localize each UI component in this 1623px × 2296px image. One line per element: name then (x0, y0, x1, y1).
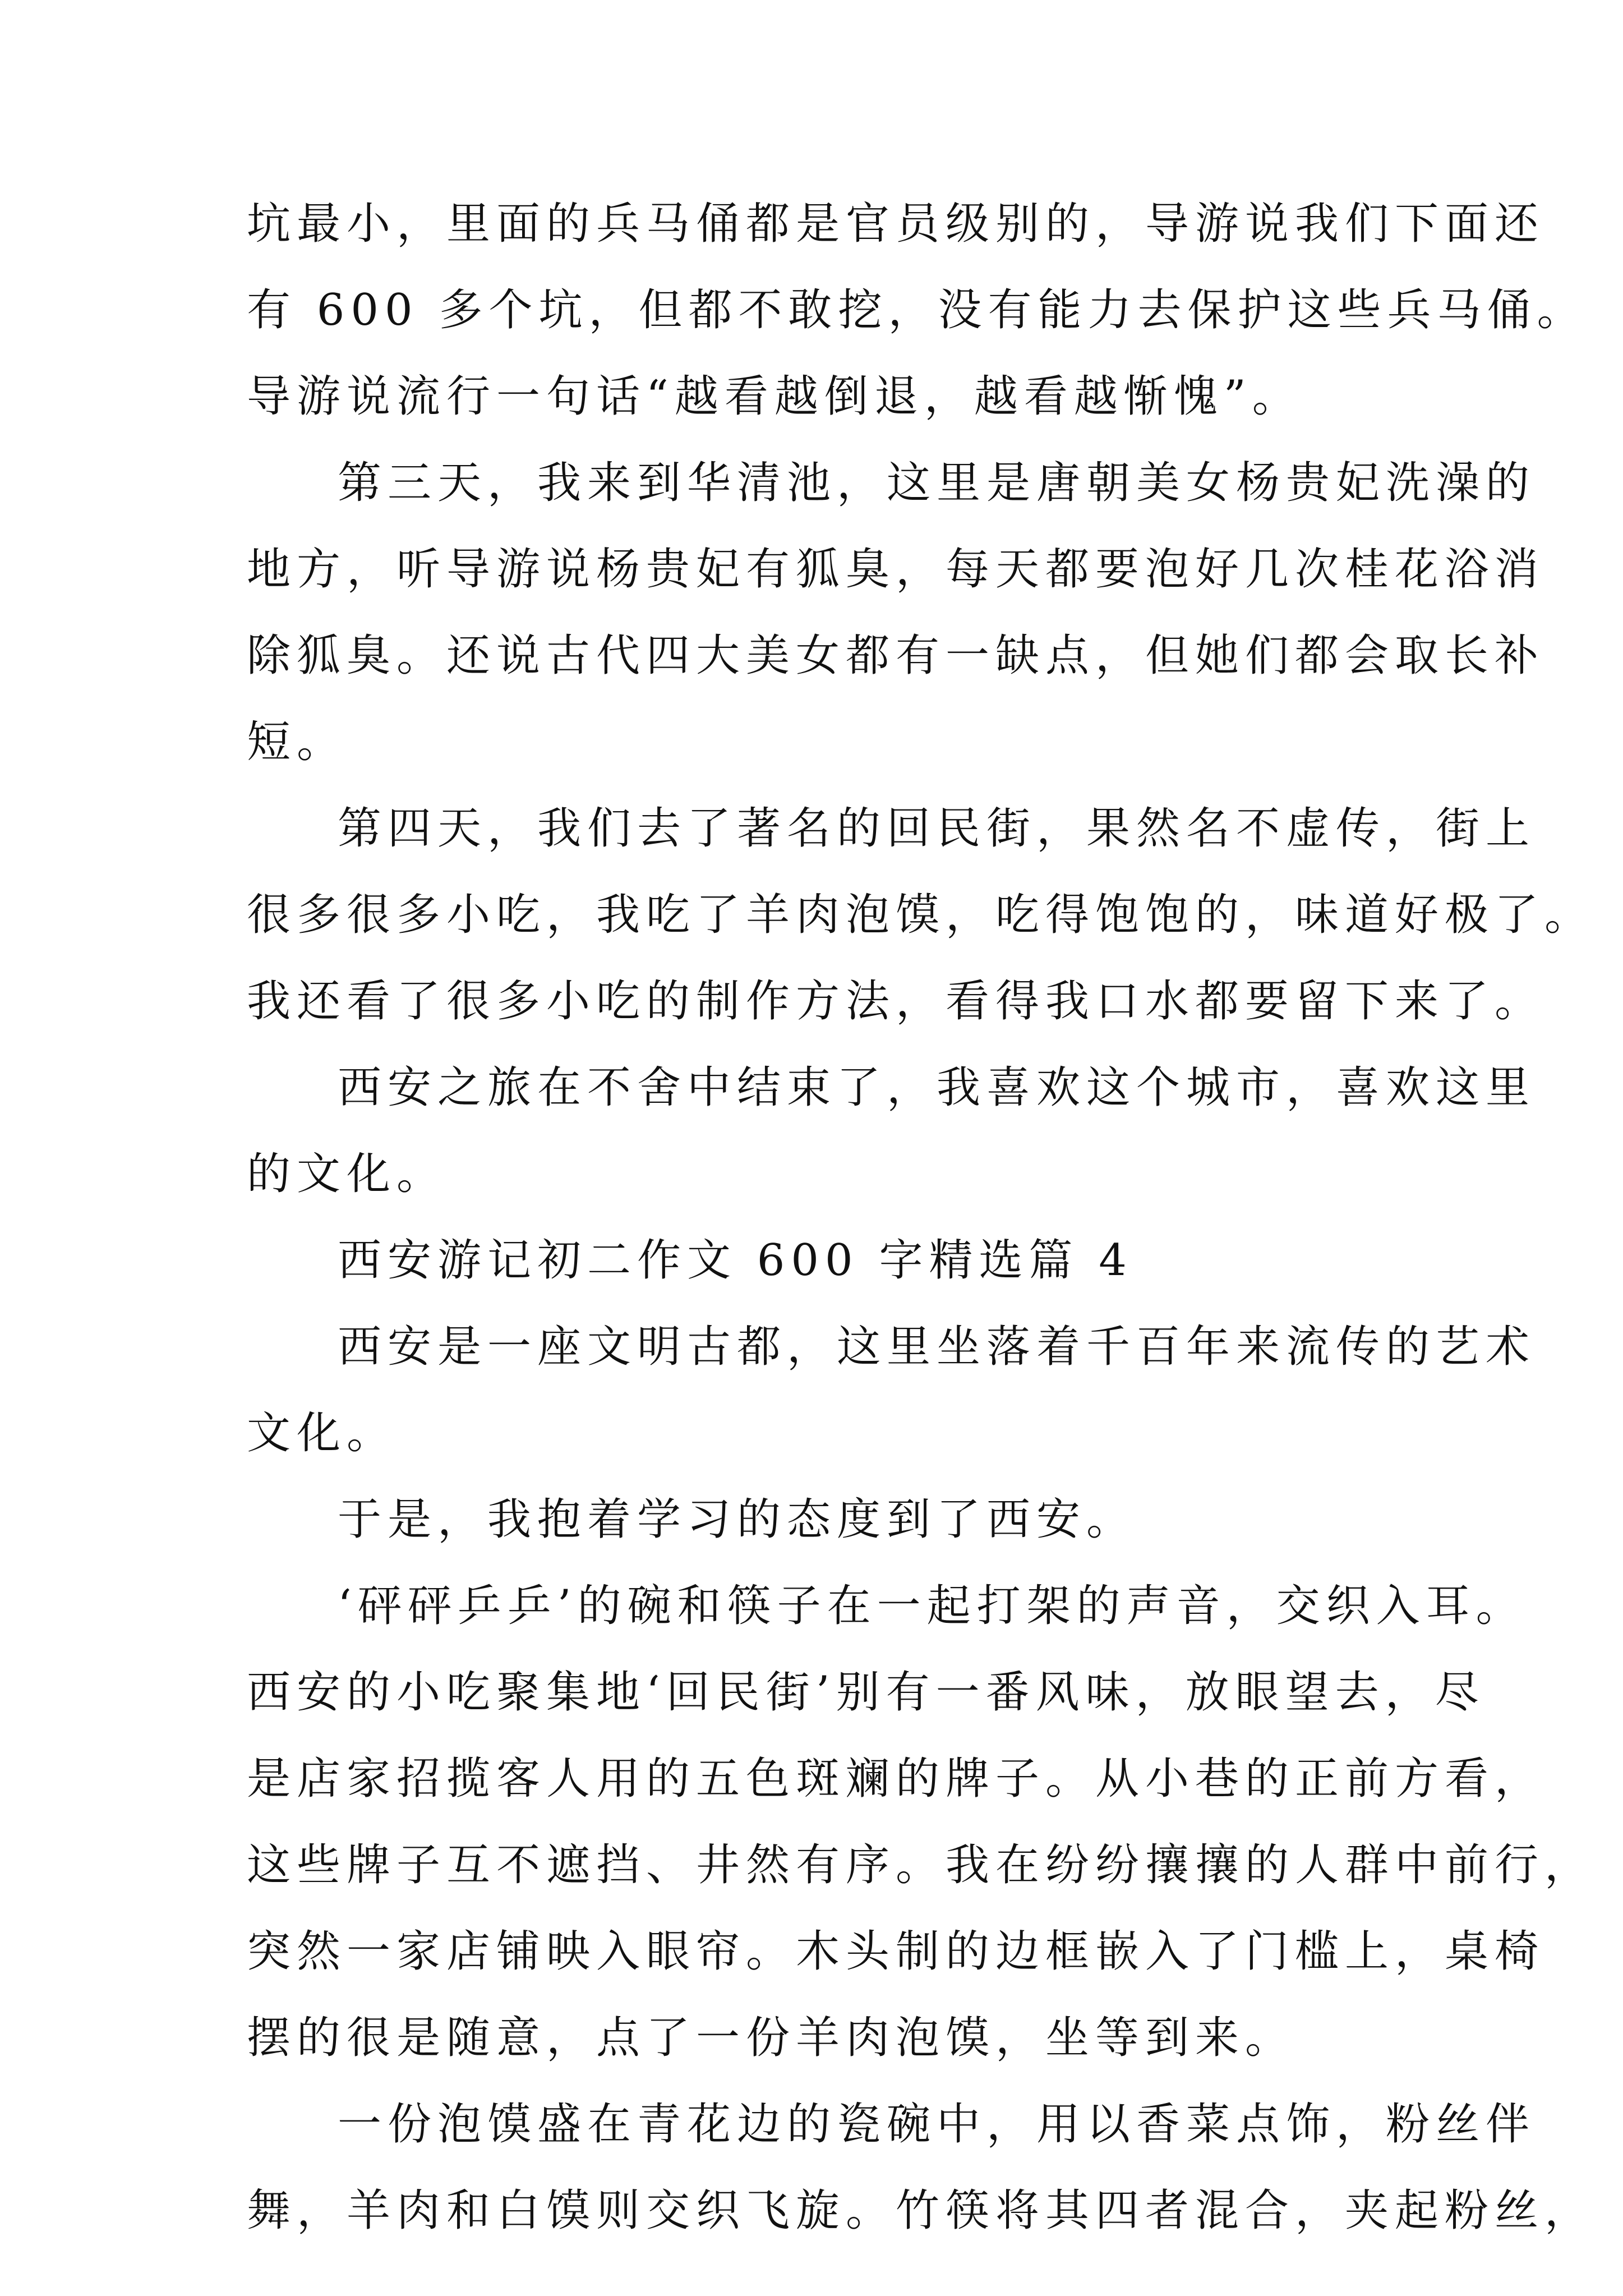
text-line: 这些牌子互不遮挡、井然有序。我在纷纷攘攘的人群中前行， (247, 1840, 1595, 1890)
text-line: 导游说流行一句话“越看越倒退，越看越惭愧”。 (247, 371, 1302, 422)
text-line: 文化。 (247, 1408, 397, 1458)
paragraph-first-line: 一份泡馍盛在青花边的瓷碗中，用以香菜点饰，粉丝伴 (338, 2099, 1536, 2150)
body-text (247, 181, 1595, 2254)
text-line: 摆的很是随意，点了一份羊肉泡馍，坐等到来。 (247, 2013, 1295, 2063)
text-line: 舞，羊肉和白馍则交织飞旋。竹筷将其四者混合，夹起粉丝， (247, 2185, 1595, 2236)
text-line: 是店家招揽客人用的五色斑斓的牌子。从小巷的正前方看， (247, 1754, 1545, 1804)
text-line: 的文化。 (247, 1149, 447, 1199)
text-line: 坑最小，里面的兵马俑都是官员级别的，导游说我们下面还 (247, 199, 1545, 249)
paragraph-first-line: 第四天，我们去了著名的回民街，果然名不虚传，街上 (338, 803, 1536, 854)
paragraph-first-line: 西安是一座文明古都，这里坐落着千百年来流传的艺术 (338, 1322, 1536, 1372)
paragraph-first-line: 西安之旅在不舍中结束了，我喜欢这个城市，喜欢这里 (338, 1062, 1536, 1113)
paragraph-first-line: 第三天，我来到华清池，这里是唐朝美女杨贵妃洗澡的 (338, 458, 1536, 508)
text-line: 我还看了很多小吃的制作方法，看得我口水都要留下来了。 (247, 976, 1545, 1027)
text-line: 西安的小吃聚集地‘回民街’别有一番风味，放眼望去，尽 (247, 1667, 1485, 1718)
text-line: 短。 (247, 717, 347, 767)
text-line: 很多很多小吃，我吃了羊肉泡馍，吃得饱饱的，味道好极了。 (247, 890, 1595, 940)
text-line: 有 600 多个坑，但都不敢挖，没有能力去保护这些兵马俑。 (247, 285, 1587, 335)
text-line: 除狐臭。还说古代四大美女都有一缺点，但她们都会取长补 (247, 631, 1545, 681)
paragraph-first-line: ‘砰砰乒乒’的碗和筷子在一起打架的声音，交织入耳。 (338, 1581, 1526, 1631)
text-line: 突然一家店铺映入眼帘。木头制的边框嵌入了门槛上，桌椅 (247, 1926, 1545, 1977)
text-line: 地方，听导游说杨贵妃有狐臭，每天都要泡好几次桂花浴消 (247, 544, 1545, 595)
section-title: 西安游记初二作文 600 字精选篇 4 (338, 1235, 1133, 1286)
paragraph-first-line: 于是，我抱着学习的态度到了西安。 (338, 1494, 1137, 1545)
